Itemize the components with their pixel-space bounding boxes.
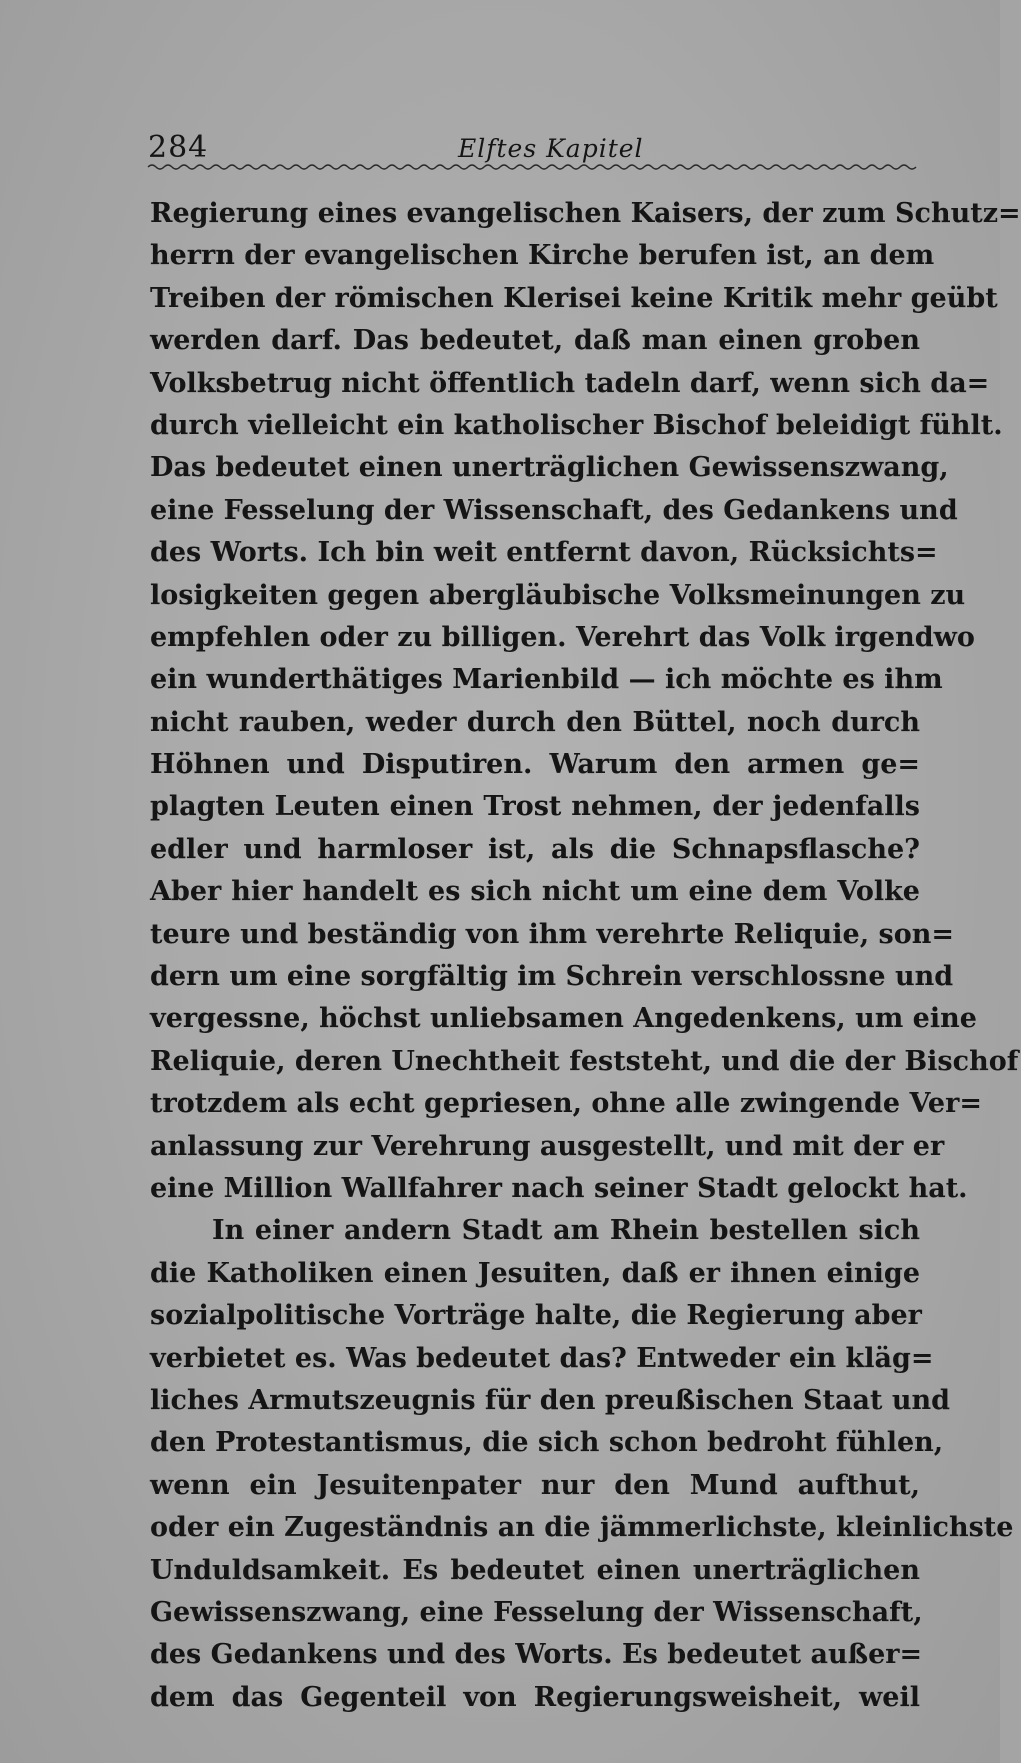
text-line: plagten Leuten einen Trost nehmen, der jedenfalls [150,791,920,823]
text-line: Gewissenszwang, eine Fesselung der Wissenschaft, [150,1596,923,1628]
running-head [148,124,868,164]
text-line: den Protestantismus, die sich schon bedroht fühlen, [150,1427,944,1459]
text-line: empfehlen oder zu billigen. Verehrt das Volk irgendwo [150,621,975,653]
text-line: liches Armutszeugnis für den preußischen Staat und [150,1384,951,1416]
text-line: losigkeiten gegen abergläubische Volksmeinungen zu [150,579,966,611]
text-line: werden darf. Das bedeutet, daß man einen groben [150,325,920,357]
text-line: Aber hier handelt es sich nicht um eine dem Volke [150,876,920,908]
text-line: Das bedeutet einen unerträglichen Gewissenszwang, [150,452,949,484]
text-line: Treiben der römischen Klerisei keine Kritik mehr geübt [150,282,998,314]
text-line: Volksbetrug nicht öffentlich tadeln darf, wenn sich da= [150,367,990,399]
text-line: wenn ein Jesuitenpater nur den Mund aufthut, [150,1469,920,1501]
text-line: eine Fesselung der Wissenschaft, des Gedankens und [150,494,958,526]
chapter-title: Elftes Kapitel [458,134,644,163]
text-line: verbietet es. Was bedeutet das? Entweder ein kläg= [150,1342,934,1374]
text-line: herrn der evangelischen Kirche berufen ist, an dem [150,240,935,272]
text-line: sozialpolitische Vorträge halte, die Regierung aber [150,1300,922,1332]
text-line: teure und beständig von ihm verehrte Reliquie, son= [150,918,954,950]
text-line: die Katholiken einen Jesuiten, daß er ihnen einige [150,1257,920,1289]
text-line: trotzdem als echt gepriesen, ohne alle zwingende Ver= [150,1088,982,1120]
text-line: dern um eine sorgfältig im Schrein verschlossne und [150,961,954,993]
text-line: nicht rauben, weder durch den Büttel, noch durch [150,706,920,738]
text-line: anlassung zur Verehrung ausgestellt, und mit der er [150,1130,945,1162]
text-line: Regierung eines evangelischen Kaisers, der zum Schutz= [150,198,1021,229]
text-line: dem das Gegenteil von Regierungsweisheit, weil [150,1681,920,1713]
body-text [150,193,1021,1719]
text-line: durch vielleicht ein katholischer Bischof beleidigt fühlt. [150,409,1003,441]
text-line: eine Million Wallfahrer nach seiner Stadt gelockt hat. [150,1172,968,1204]
text-line: des Worts. Ich bin weit entfernt davon, Rücksichts= [150,537,938,569]
text-line: ein wunderthätiges Marienbild — ich möchte es ihm [150,664,943,696]
text-line: edler und harmloser ist, als die Schnapsflasche? [150,833,920,865]
page-number: 284 [148,130,209,165]
text-line: Unduldsamkeit. Es bedeutet einen unerträglichen [150,1554,920,1586]
header-wavy-rule [148,163,916,171]
text-line: des Gedankens und des Worts. Es bedeutet außer= [150,1639,923,1671]
text-line: oder ein Zugeständnis an die jämmerlichste, kleinlichste [150,1512,1014,1544]
paragraph-first-line: In einer andern Stadt am Rhein bestellen sich [212,1215,920,1247]
text-line: Höhnen und Disputiren. Warum den armen ge= [150,749,920,781]
text-line: vergessne, höchst unliebsamen Angedenkens, um eine [150,1003,977,1035]
text-line: Reliquie, deren Unechtheit feststeht, und die der Bischof [150,1045,1019,1077]
